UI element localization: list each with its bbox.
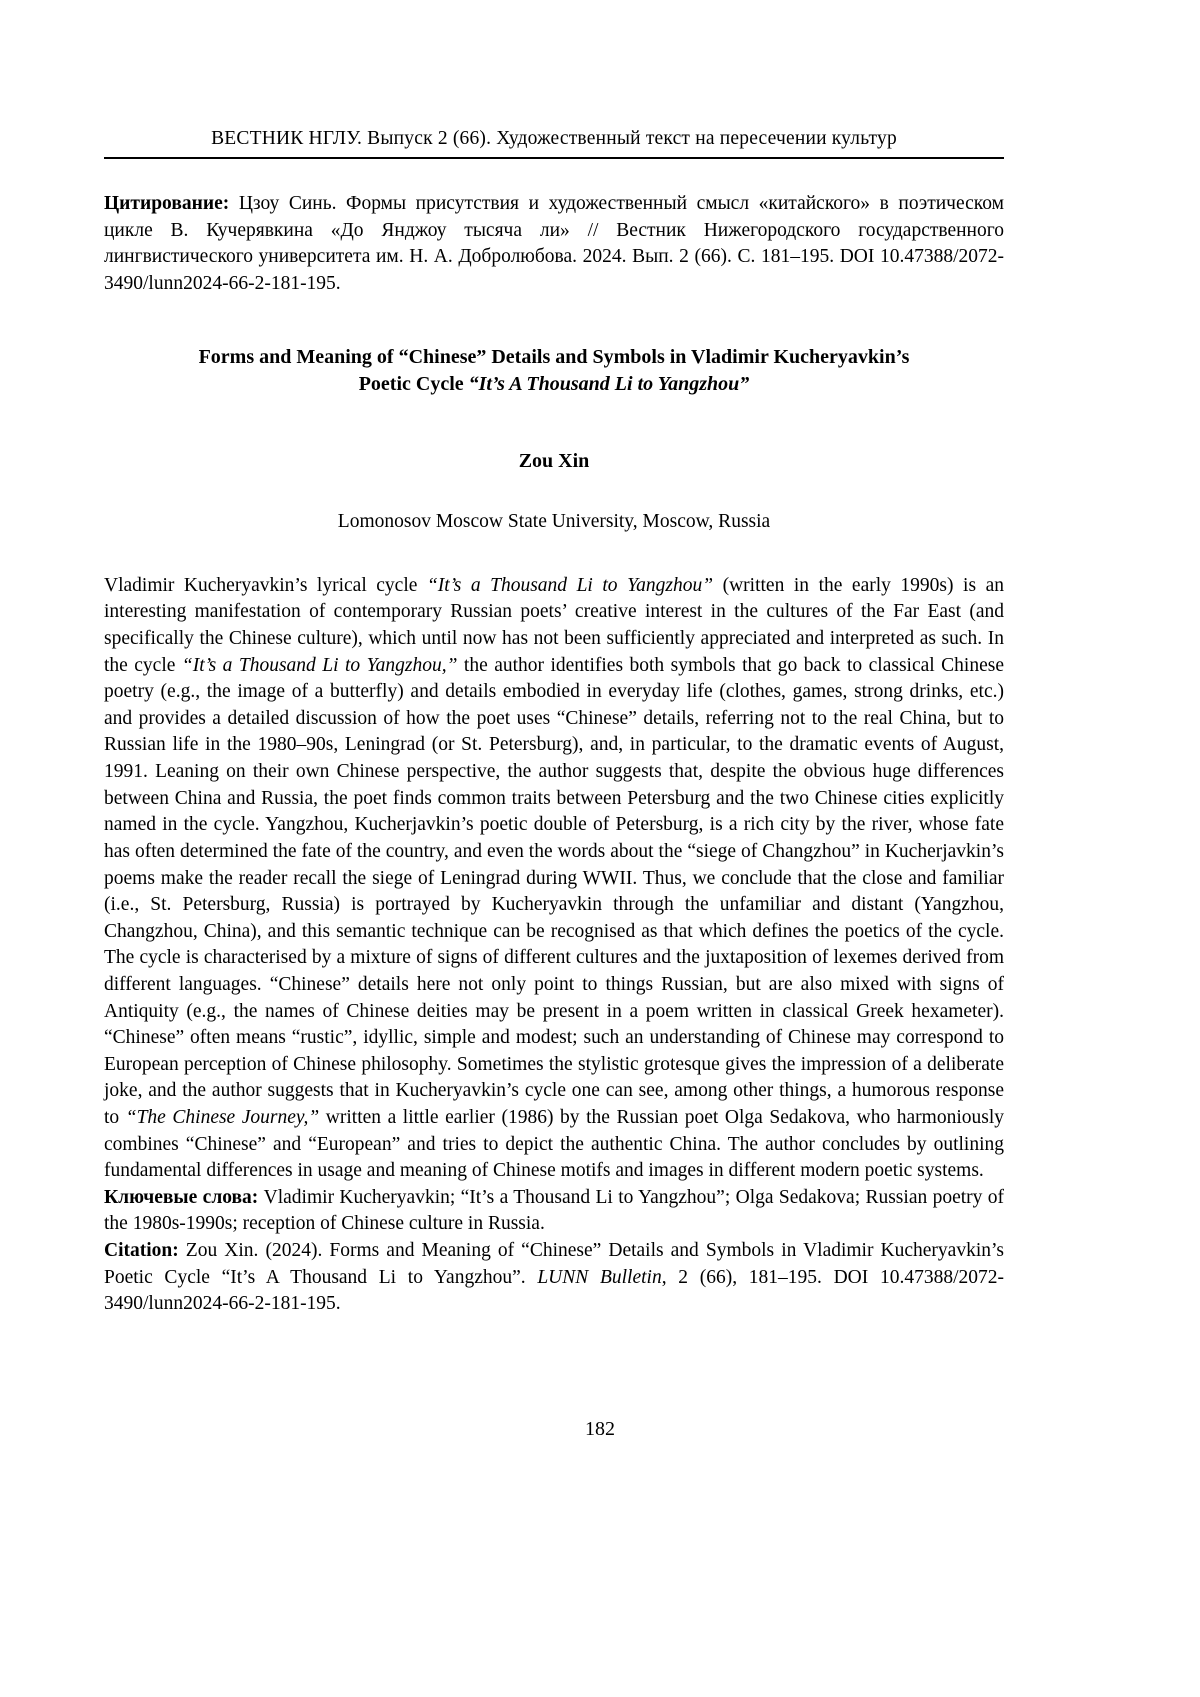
abstract-part-2: (written in the early 1990s) is an interesting manifestation of contemporary Russian poets’ creative interest in the cultures of the Far East (and specifically the Chinese culture), which until now has not been sufficiently appreciated and interpreted as such. In the cycle bbox=[104, 574, 1004, 676]
abstract-italic-1: “It’s a Thousand Li to Yangzhou” bbox=[426, 574, 714, 596]
english-citation-paragraph bbox=[104, 1238, 1004, 1318]
english-citation-part-1: Zou Xin. (2024). Forms and Meaning of “Chinese” Details and Symbols in Vladimir Kucheryavkin’s Poetic Cycle “It’s A Thousand Li to Yangzhou”. bbox=[104, 1240, 1004, 1288]
page-content bbox=[104, 128, 1004, 1318]
abstract-italic-3: “The Chinese Journey,” bbox=[125, 1107, 320, 1128]
article-title-line2-prefix: Poetic Cycle bbox=[358, 372, 469, 395]
keywords-paragraph bbox=[104, 1185, 1004, 1238]
abstract-italic-2: “It’s a Thousand Li to Yangzhou,” bbox=[181, 654, 458, 676]
english-citation-label: Citation: bbox=[104, 1240, 179, 1262]
abstract-part-4: written a little earlier (1986) by the Russian poet Olga Sedakova, who harmoniously combines “Chinese” and “European” and tries to depict the authentic China. The author concludes by outlining fundamental differences in usage and meaning of Chinese motifs and images in different modern poetic systems. bbox=[104, 1107, 1004, 1182]
running-head: ВЕСТНИК НГЛУ. Выпуск 2 (66). Художественный текст на пересечении культур bbox=[211, 128, 897, 149]
english-citation-part-2: , 2 (66), 181–195. DOI 10.47388/2072-3490/lunn2024-66-2-181-195. bbox=[104, 1266, 1004, 1315]
abstract-paragraph bbox=[104, 573, 1004, 1185]
keywords-text: Vladimir Kucheryavkin; “It’s a Thousand Li to Yangzhou”; Olga Sedakova; Russian poetry of the 1980s-1990s; reception of Chinese culture in Russia. bbox=[104, 1186, 1004, 1235]
author-name: Zou Xin bbox=[518, 449, 590, 472]
article-title-line1: Forms and Meaning of “Chinese” Details and Symbols in Vladimir Kucheryavkin’s bbox=[198, 345, 910, 368]
english-citation-journal: LUNN Bulletin bbox=[537, 1266, 662, 1288]
article-title-cycle-name: “It’s A Thousand Li to Yangzhou” bbox=[468, 372, 750, 395]
keywords-label: Ключевые слова: bbox=[104, 1186, 259, 1208]
russian-citation-label: Цитирование: bbox=[104, 193, 230, 214]
header-rule bbox=[104, 157, 1004, 159]
russian-citation-block bbox=[104, 191, 1004, 298]
page-number: 182 bbox=[585, 1418, 615, 1440]
author-affiliation: Lomonosov Moscow State University, Moscow, Russia bbox=[337, 510, 771, 532]
article-title bbox=[134, 344, 974, 398]
abstract-part-1: Vladimir Kucheryavkin’s lyrical cycle bbox=[104, 574, 427, 596]
abstract-part-3: the author identifies both symbols that go back to classical Chinese poetry (e.g., the image of a butterfly) and details embodied in everyday life (clothes, games, strong drinks, etc.) and provides a detailed discussion of how the poet uses “Chinese” details, referring not to the real China, but to Russian life in the 1980–90s, Leningrad (or St. Petersburg), and, in particular, to the dramatic events of August, 1991. Leaning on their own Chinese perspective, the author suggests that, despite the obvious huge differences between China and Russia, the poet finds common traits between Petersburg and the two Chinese cities explicitly named in the cycle. Yangzhou, Kucherjavkin’s poetic double of Petersburg, is a rich city by the river, whose fate has often determined the fate of the country, and even the words about the “siege of Changzhou” in Kucherjavkin’s poems make the reader recall the siege of Leningrad during WWII. Thus, we conclude that the close and familiar (i.e., St. Petersburg, Russia) is portrayed by Kucheryavkin through the unfamiliar and distant (Yangzhou, Changzhou, China), and this semantic technique can be recognised as that which defines the poetics of the cycle. The cycle is characterised by a mixture of signs of different cultures and the juxtaposition of lexemes derived from different languages. “Chinese” details here not only point to things Russian, but are also mixed with signs of Antiquity (e.g., the names of Chinese deities may be present in a poem written in classical Greek hexameter). “Chinese” often means “rustic”, idyllic, simple and modest; such an understanding of Chinese may correspond to European perception of Chinese philosophy. Sometimes the stylistic grotesque gives the impression of a deliberate joke, and the author suggests that in Kucheryavkin’s cycle one can see, among other things, a humorous response to bbox=[104, 654, 1004, 1128]
russian-citation-text: Цзоу Синь. Формы присутствия и художественный смысл «китайского» в поэтическом цикле В. Кучерявкина «До Янджоу тысяча ли» // Вестник Нижегородского государственного лингвистического университета им. Н. А. Добролюбова. 2024. Вып. 2 (66). С. 181–195. DOI 10.47388/2072-3490/lunn2024-66-2-181-195. bbox=[104, 193, 1004, 295]
abstract-section bbox=[104, 573, 1004, 1318]
